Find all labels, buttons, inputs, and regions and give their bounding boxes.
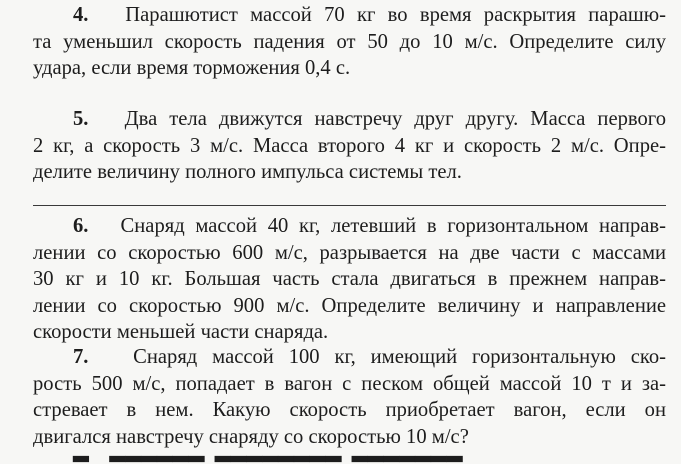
problem-5-line-2: 2 кг, а скорость 3 м/с. Масса второго 4 кг и скорость 2 м/с. Опре- bbox=[33, 134, 666, 157]
problem-4-line-2: та уменьшил скорость падения от 50 до 10 м/с. Определите силу bbox=[33, 30, 666, 53]
problem-7 bbox=[33, 344, 666, 450]
problem-5-text-1: Два тела движутся навстречу друг другу. Масса первого bbox=[124, 108, 667, 130]
problem-5-number: 5. bbox=[73, 108, 89, 130]
problem-7-number: 7. bbox=[73, 346, 89, 368]
problem-6-line-4: лении со скоростью 900 м/с. Определите величину и направление bbox=[33, 294, 666, 317]
problem-6-line-5: скорости меньшей части снаряда. bbox=[33, 321, 329, 343]
problem-7-line-3: стревает в нем. Какую скорость приобретает вагон, если он bbox=[33, 399, 666, 421]
problem-6-number: 6. bbox=[73, 215, 89, 237]
problem-7-line-4: двигался навстречу снаряду со скоростью 10 м/с? bbox=[33, 425, 469, 448]
problem-6-text-1: Снаряд массой 40 кг, летевший в горизонтальном направ- bbox=[120, 215, 666, 237]
problem-5 bbox=[33, 106, 666, 186]
problem-6 bbox=[33, 213, 666, 346]
problem-7-line-1 bbox=[33, 344, 666, 371]
problem-4 bbox=[33, 2, 666, 82]
problem-5-line-1 bbox=[33, 106, 666, 133]
problem-4-line-3: удара, если время торможения 0,4 с. bbox=[33, 57, 351, 79]
section-divider bbox=[33, 205, 666, 206]
problem-4-text-1: Парашютист массой 70 кг во время раскрытия парашю- bbox=[125, 4, 666, 26]
problem-6-line-1 bbox=[33, 213, 666, 240]
problem-4-number: 4. bbox=[73, 4, 89, 26]
problem-7-text-1: Снаряд массой 100 кг, имеющий горизонтальную ско- bbox=[133, 346, 666, 368]
cut-off-line-glyphs bbox=[33, 452, 666, 464]
problem-7-line-2: рость 500 м/с, попадает в вагон с песком общей массой 10 т и за- bbox=[33, 372, 666, 395]
problem-6-line-2: лении со скоростью 600 м/с, разрывается на две части с массами bbox=[33, 241, 666, 264]
problem-5-line-3: делите величину полного импульса системы тел. bbox=[33, 161, 462, 183]
cut-off-line bbox=[33, 452, 666, 464]
problem-4-line-1 bbox=[33, 2, 666, 29]
problem-6-line-3: 30 кг и 10 кг. Большая часть стала двигаться в прежнем направ- bbox=[33, 268, 666, 290]
